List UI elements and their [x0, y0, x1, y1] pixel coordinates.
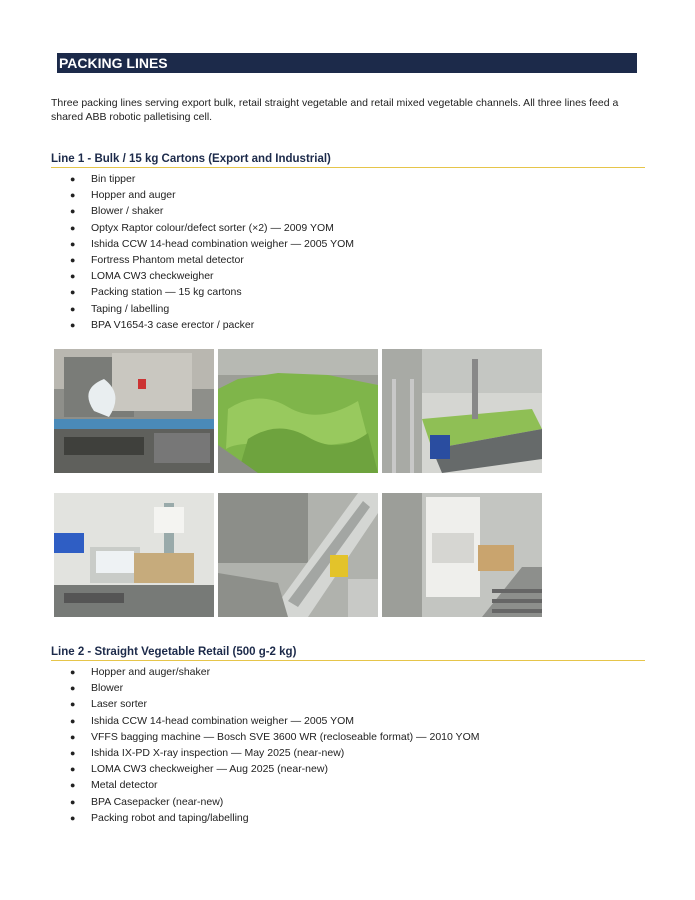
list-item: ● Hopper and auger/shaker — [70, 666, 211, 678]
page-title: PACKING LINES — [59, 55, 168, 71]
list-item: ● Packing robot and taping/labelling — [70, 811, 249, 824]
list-item: ● Ishida IX-PD X-ray inspection — May 2025 (near-new) — [70, 746, 345, 759]
list-item: ● Laser sorter — [70, 698, 148, 711]
photo-conveyor-peas — [382, 349, 542, 473]
list-item: ● Taping / labelling — [70, 302, 170, 315]
photo-incline-conveyor — [218, 493, 378, 617]
photo-sorter-machine — [54, 349, 214, 473]
list-item: ● VFFS bagging machine — Bosch SVE 3600 WR (recloseable format) — 2010 YOM — [70, 730, 480, 743]
list-item: ● Packing station — 15 kg cartons — [70, 286, 242, 299]
list-item: ● Fortress Phantom metal detector — [70, 253, 244, 266]
list-item: ● Bin tipper — [70, 173, 136, 185]
list-item: ● LOMA CW3 checkweigher — [70, 270, 214, 283]
intro-paragraph: Three packing lines serving export bulk, retail straight vegetable and retail mixed vegetable channels. All three lines feed a shared ABB robotic palletising cell. — [51, 97, 619, 123]
list-item: ● Hopper and auger — [70, 189, 176, 202]
line2-equipment-list — [70, 664, 479, 826]
list-item: ● BPA V1654-3 case erector / packer — [70, 318, 255, 331]
line1-equipment-list — [70, 171, 354, 333]
list-item: ● Blower / shaker — [70, 205, 164, 218]
list-item: ● LOMA CW3 checkweigher — Aug 2025 (near-new) — [70, 763, 328, 776]
list-item: ● Ishida CCW 14-head combination weigher — 2005 YOM — [70, 237, 355, 250]
list-item: ● Ishida CCW 14-head combination weigher — 2005 YOM — [70, 714, 355, 727]
list-item: ● Optyx Raptor colour/defect sorter (×2) — 2009 YOM — [70, 221, 334, 234]
line1-heading: Line 1 - Bulk / 15 kg Cartons (Export and Industrial) — [51, 152, 645, 168]
line2-heading: Line 2 - Straight Vegetable Retail (500 g-2 kg) — [51, 645, 645, 661]
list-item: ● BPA Casepacker (near-new) — [70, 795, 224, 808]
photo-peas-hopper — [218, 349, 378, 473]
list-item: ● Metal detector — [70, 779, 158, 792]
section-title-bar — [57, 53, 637, 73]
photo-metal-detector — [382, 493, 542, 617]
list-item: ● Blower — [70, 682, 124, 695]
photo-checkweigher — [54, 493, 214, 617]
